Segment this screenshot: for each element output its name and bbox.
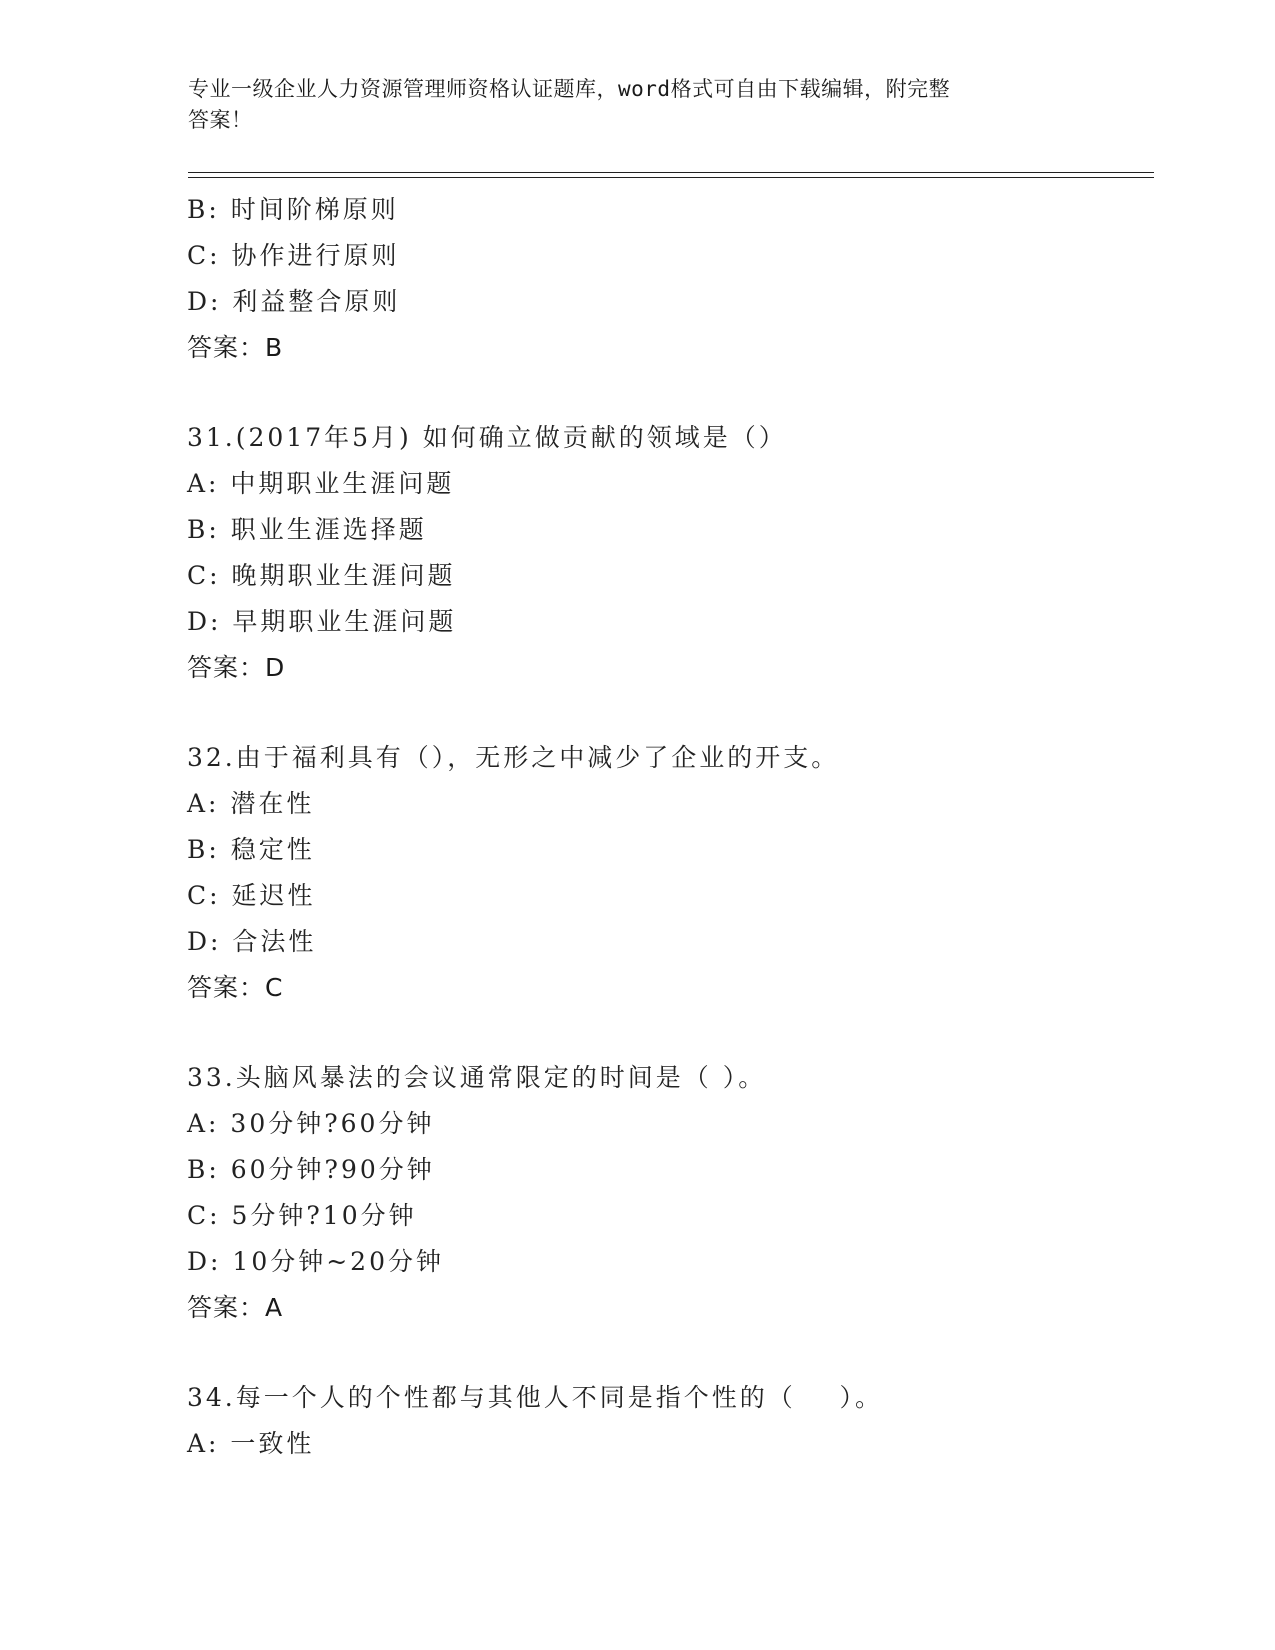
header-divider-top bbox=[188, 172, 1154, 173]
question-stem: 32.由于福利具有（），无形之中减少了企业的开支。 bbox=[187, 743, 840, 772]
option-c: C: 晚期职业生涯问题 bbox=[187, 561, 456, 590]
answer-line: 答案：A bbox=[187, 1293, 284, 1322]
answer-line: 答案：B bbox=[187, 333, 284, 362]
answer-line: 答案：D bbox=[187, 653, 286, 682]
option-d: D: 利益整合原则 bbox=[187, 287, 401, 316]
header-line-2: 答案！ bbox=[188, 108, 253, 132]
question-partial bbox=[187, 187, 1147, 371]
question-32 bbox=[187, 735, 1147, 1011]
option-d: D: 10分钟~20分钟 bbox=[187, 1247, 444, 1276]
option-a: A: 中期职业生涯问题 bbox=[187, 469, 455, 498]
header-divider-bottom bbox=[188, 177, 1154, 178]
option-c: C: 协作进行原则 bbox=[187, 241, 400, 270]
question-31 bbox=[187, 415, 1147, 691]
question-stem: 33.头脑风暴法的会议通常限定的时间是（ ）。 bbox=[187, 1063, 767, 1092]
question-34 bbox=[187, 1375, 1147, 1467]
option-b: B: 时间阶梯原则 bbox=[187, 195, 399, 224]
header-line-1: 专业一级企业人力资源管理师资格认证题库，word格式可自由下载编辑，附完整 bbox=[188, 77, 951, 101]
option-d: D: 合法性 bbox=[187, 927, 317, 956]
option-c: C: 延迟性 bbox=[187, 881, 316, 910]
option-a: A: 一致性 bbox=[187, 1429, 315, 1458]
question-stem: 34.每一个人的个性都与其他人不同是指个性的（ ）。 bbox=[187, 1383, 884, 1412]
option-b: B: 60分钟?90分钟 bbox=[187, 1155, 435, 1184]
document-header bbox=[188, 74, 1068, 136]
answer-line: 答案：C bbox=[187, 973, 284, 1002]
option-b: B: 稳定性 bbox=[187, 835, 315, 864]
option-c: C: 5分钟?10分钟 bbox=[187, 1201, 417, 1230]
option-d: D: 早期职业生涯问题 bbox=[187, 607, 457, 636]
option-a: A: 30分钟?60分钟 bbox=[187, 1109, 435, 1138]
question-33 bbox=[187, 1055, 1147, 1331]
question-list bbox=[187, 187, 1147, 1467]
question-stem: 31.(2017年5月) 如何确立做贡献的领域是（） bbox=[187, 423, 787, 452]
option-a: A: 潜在性 bbox=[187, 789, 315, 818]
option-b: B: 职业生涯选择题 bbox=[187, 515, 427, 544]
